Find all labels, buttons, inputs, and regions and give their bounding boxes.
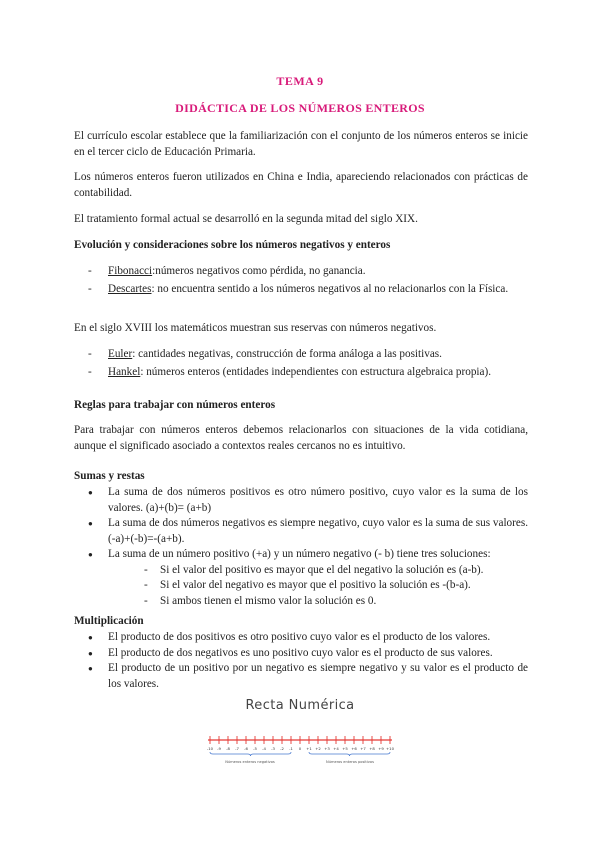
evolution-list-2 — [74, 347, 528, 382]
author-name: Descartes — [108, 282, 152, 295]
chapter-number: TEMA 9 — [276, 74, 324, 88]
intro-paragraph-1: El currículo escolar establece que la familiarización con el conjunto de los números enteros se inicie en el tercer ciclo de Educación Primaria. — [74, 130, 528, 158]
list-item: ● El producto de dos negativos es uno positivo cuyo valor es el producto de sus valores. — [74, 646, 528, 662]
sum-cases-list — [108, 563, 528, 610]
chapter-title: DIDÁCTICA DE LOS NÚMEROS ENTEROS — [175, 101, 425, 115]
author-name: Hankel — [108, 365, 141, 378]
list-item: - Si el valor del negativo es mayor que el positivo la solución es -(b-a). — [108, 578, 528, 594]
multiplication-heading: Multiplicación — [74, 615, 144, 627]
number-line-label: -1 — [289, 746, 293, 751]
sums-list — [74, 485, 528, 609]
number-line-label: -6 — [244, 746, 248, 751]
sum-mixed-text: La suma de un número positivo (+a) y un número negativo (- b) tiene tres soluciones: — [108, 548, 491, 560]
list-item — [74, 365, 528, 381]
positive-caption: Números enteros positivos — [326, 760, 374, 764]
number-line-figure — [200, 696, 400, 771]
sums-heading: Sumas y restas — [74, 470, 145, 482]
list-item: - Si ambos tienen el mismo valor la solución es 0. — [108, 594, 528, 610]
number-line-label: +7 — [360, 746, 366, 751]
intro-paragraph-3: El tratamiento formal actual se desarrolló en la segunda mitad del siglo XIX. — [74, 213, 418, 225]
author-name: Fibonacci — [108, 265, 153, 277]
number-line-label: -5 — [253, 746, 257, 751]
number-line-label: -3 — [271, 746, 275, 751]
number-line-label: -4 — [262, 746, 266, 751]
evolution-paragraph: En el siglo XVIII los matemáticos muestran sus reservas con números negativos. — [74, 322, 437, 334]
multiplication-list — [74, 630, 528, 692]
list-item: ● La suma de dos números positivos es otro número positivo, cuyo valor es la suma de los valores. (a)+(b)= (a+b) — [74, 485, 528, 516]
number-line-label: -10 — [206, 746, 214, 751]
list-item: ● El producto de un positivo por un negativo es siempre negativo y su valor es el producto de los valores. — [74, 661, 528, 692]
evolution-list — [74, 264, 528, 299]
list-item: - Si el valor del positivo es mayor que el del negativo la solución es (a-b). — [108, 563, 528, 579]
rules-paragraph: Para trabajar con números enteros debemos relacionarlos con situaciones de la vida cotidiana, aunque el significado asociado a contextos reales cercanos no es intuitivo. — [74, 424, 528, 452]
list-item — [74, 264, 528, 280]
number-line-ticks — [210, 736, 390, 744]
positive-brace — [309, 752, 390, 756]
list-item — [74, 282, 528, 298]
number-line-label: +6 — [351, 746, 357, 751]
list-item: ● El producto de dos positivos es otro positivo cuyo valor es el producto de los valores. — [74, 630, 528, 646]
number-line-label: -8 — [226, 746, 230, 751]
author-name: Euler — [108, 348, 133, 360]
number-line-label: -2 — [280, 746, 284, 751]
negative-brace — [210, 752, 291, 756]
number-line-label: +9 — [378, 746, 384, 751]
number-line-label: -9 — [217, 746, 221, 751]
figure-title: Recta Numérica — [245, 698, 355, 713]
list-item — [74, 547, 528, 609]
number-line-labels — [207, 746, 395, 751]
number-line-label: +1 — [306, 746, 312, 751]
number-line-label: +4 — [333, 746, 339, 751]
list-item: ● La suma de dos números negativos es siempre negativo, cuyo valor es la suma de sus valores. (-a)+(-b)=-(a+b). — [74, 516, 528, 547]
number-line-label: +3 — [324, 746, 330, 751]
author-description: : números enteros (entidades independientes con estructura algebraica propia). — [140, 365, 492, 378]
number-line-label: -7 — [235, 746, 239, 751]
rules-heading: Reglas para trabajar con números enteros — [74, 399, 276, 411]
evolution-heading: Evolución y consideraciones sobre los números negativos y enteros — [74, 239, 391, 251]
number-line-label: +2 — [315, 746, 321, 751]
author-description: :números negativos como pérdida, no ganancia. — [152, 265, 366, 277]
author-description: : no encuentra sentido a los números negativos al no relacionarlos con la Física. — [151, 282, 509, 295]
number-line-label: +5 — [342, 746, 348, 751]
number-line-label: 0 — [298, 746, 302, 751]
author-description: : cantidades negativas, construcción de forma análoga a las positivas. — [132, 348, 442, 360]
number-line-label: +10 — [385, 746, 395, 751]
number-line-label: +8 — [369, 746, 375, 751]
list-item — [74, 347, 528, 363]
intro-paragraph-2: Los números enteros fueron utilizados en China e India, apareciendo relacionados con prácticas de contabilidad. — [74, 171, 528, 199]
negative-caption: Números enteros negativos — [225, 760, 275, 764]
